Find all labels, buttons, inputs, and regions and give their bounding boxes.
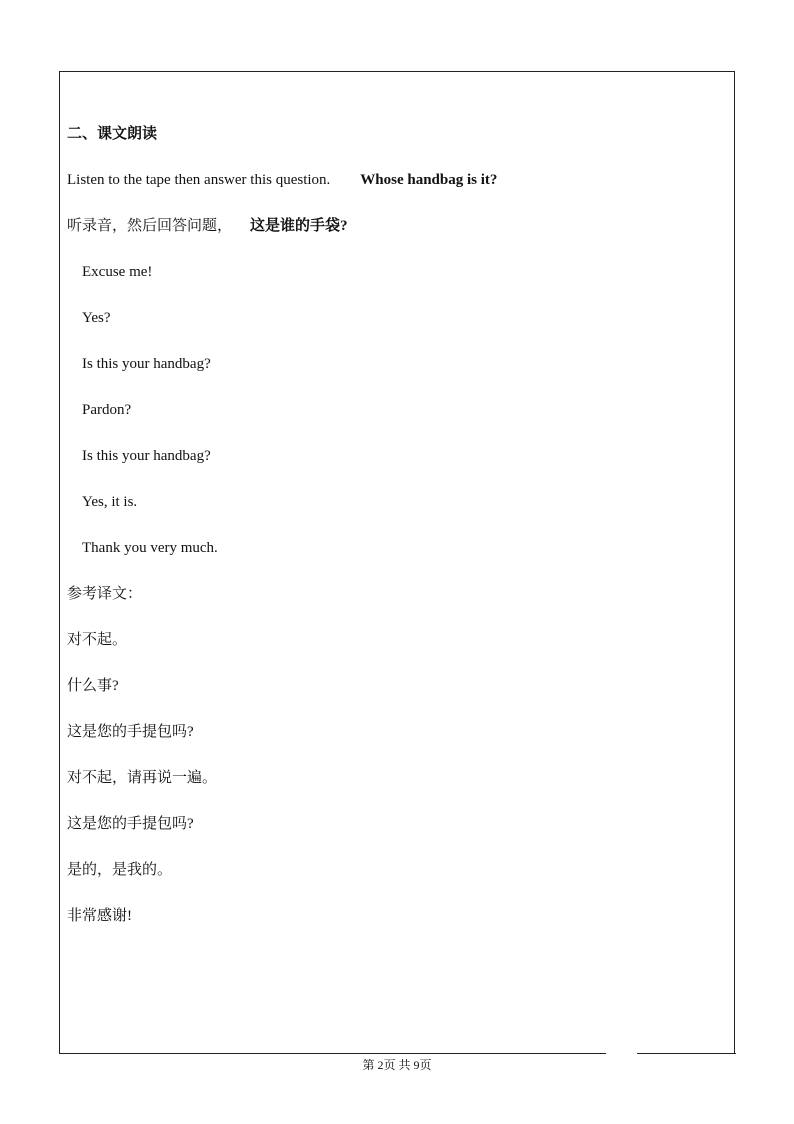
dialogue-line: Yes, it is. [82, 494, 138, 510]
dialogue-line: Excuse me! [82, 264, 153, 280]
bottom-rule-right [637, 1053, 736, 1054]
page-number-footer: 第 2页 共 9页 [362, 1058, 432, 1072]
section-heading: 二、课文朗读 [67, 126, 158, 142]
translation-line: 是的，是我的。 [67, 862, 173, 878]
dialogue-line: Thank you very much. [82, 540, 218, 556]
dialogue-line: Is this your handbag? [82, 356, 211, 372]
question-prompt-zh: 听录音，然后回答问题， [67, 218, 233, 234]
dialogue-line: Is this your handbag? [82, 448, 211, 464]
dialogue-line: Pardon? [82, 402, 132, 418]
bottom-rule-left [59, 1053, 606, 1054]
dialogue-line: Yes? [82, 310, 111, 326]
question-prompt-en: Listen to the tape then answer this question. [67, 172, 331, 188]
translation-line: 这是您的手提包吗? [67, 724, 194, 740]
translation-line: 什么事? [67, 678, 119, 694]
translation-line: 非常感谢! [67, 908, 132, 924]
translation-line: 对不起，请再说一遍。 [67, 770, 218, 786]
question-text-en: Whose handbag is it? [360, 172, 498, 188]
translation-line: 对不起。 [67, 632, 128, 648]
question-english [67, 171, 497, 189]
question-text-zh: 这是谁的手袋? [250, 218, 348, 234]
question-chinese [67, 217, 348, 235]
translation-label: 参考译文： [67, 586, 143, 602]
translation-line: 这是您的手提包吗? [67, 816, 194, 832]
